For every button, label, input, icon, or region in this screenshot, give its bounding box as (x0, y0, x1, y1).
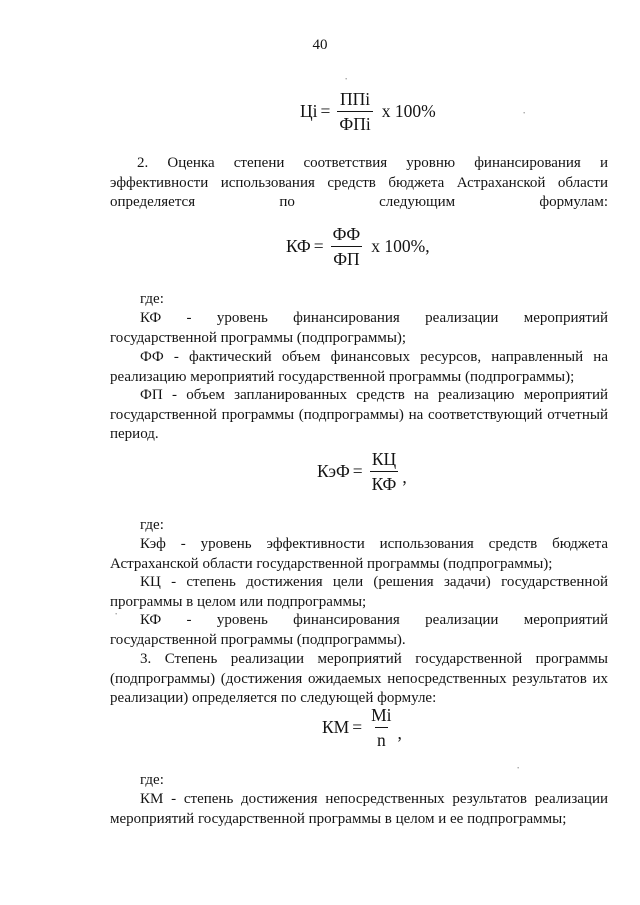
formula-kef-fraction (370, 449, 399, 494)
formula-kef-equals: = (352, 460, 363, 481)
formula-ci-numerator: ППi (339, 89, 371, 109)
definition-kef: Кэф - уровень эффективности использования средств бюджета Астраханской области государственной программы (подпрограммы); (110, 536, 608, 572)
where-label-2: где: (140, 517, 164, 533)
formula-km-comma: , (397, 722, 402, 743)
formula-kef-lhs: КэФ (317, 460, 350, 481)
definition-km: КМ - степень достижения непосредственных результатов реализации мероприятий государственной программы в целом и ее подпрограммы; (110, 791, 608, 827)
formula-kf (286, 224, 430, 269)
scan-speck: · (522, 105, 527, 120)
definition-kf-1: КФ - уровень финансирования реализации мероприятий государственной программы (подпрограммы); (110, 310, 608, 346)
formula-kf-denominator: ФП (331, 246, 361, 269)
paragraph-3: 3. Степень реализации мероприятий государственной программы (подпрограммы) (достижения ожидаемых непосредственных результатов их реализации) определяется по следующей формуле: (110, 651, 608, 706)
where-label-1: где: (140, 291, 164, 307)
formula-km-numerator: Mi (371, 705, 392, 725)
formula-kf-multiplier: x 100%, (371, 235, 430, 256)
formula-kf-fraction (331, 224, 363, 269)
formula-ci-multiplier: x 100% (381, 100, 436, 121)
formula-km-equals: = (352, 716, 363, 737)
scan-speck: · (344, 71, 349, 86)
definition-fp: ФП - объем запланированных средств на реализацию мероприятий государственной программы (подпрограммы) на соответствующий отчетный период. (110, 387, 608, 442)
page-number: 40 (312, 37, 328, 53)
formula-kef-denominator: КФ (370, 471, 399, 494)
formula-km (322, 705, 402, 750)
formula-kef-numerator: КЦ (371, 449, 397, 469)
formula-kf-lhs: КФ (286, 235, 311, 256)
formula-kef-comma: , (402, 466, 407, 487)
formula-ci-fraction (337, 89, 372, 134)
paragraph-2: 2. Оценка степени соответствия уровню финансирования и эффективности использования средств бюджета Астраханской области определяется по следующим формулам: (110, 155, 608, 210)
formula-ci-equals: = (320, 100, 331, 121)
formula-ci-lhs: Цi (300, 100, 318, 121)
formula-kf-equals: = (313, 235, 324, 256)
formula-km-denominator: n (375, 727, 388, 750)
definition-ff: ФФ - фактический объем финансовых ресурсов, направленный на реализацию мероприятий государственной программы (подпрограммы); (110, 349, 608, 385)
formula-ci (300, 89, 436, 134)
definition-kf-2: КФ - уровень финансирования реализации мероприятий государственной программы (подпрограммы). (110, 612, 608, 648)
definition-kc: КЦ - степень достижения цели (решения задачи) государственной программы в целом или подпрограммы; (110, 574, 608, 610)
formula-km-lhs: КМ (322, 716, 350, 737)
formula-kef (317, 449, 407, 494)
formula-km-fraction (369, 705, 393, 750)
scan-speck: · (114, 606, 119, 621)
scan-speck: · (516, 760, 521, 775)
formula-kf-numerator: ФФ (332, 224, 361, 244)
where-label-3: где: (140, 772, 164, 788)
formula-ci-denominator: ФПi (337, 111, 372, 134)
